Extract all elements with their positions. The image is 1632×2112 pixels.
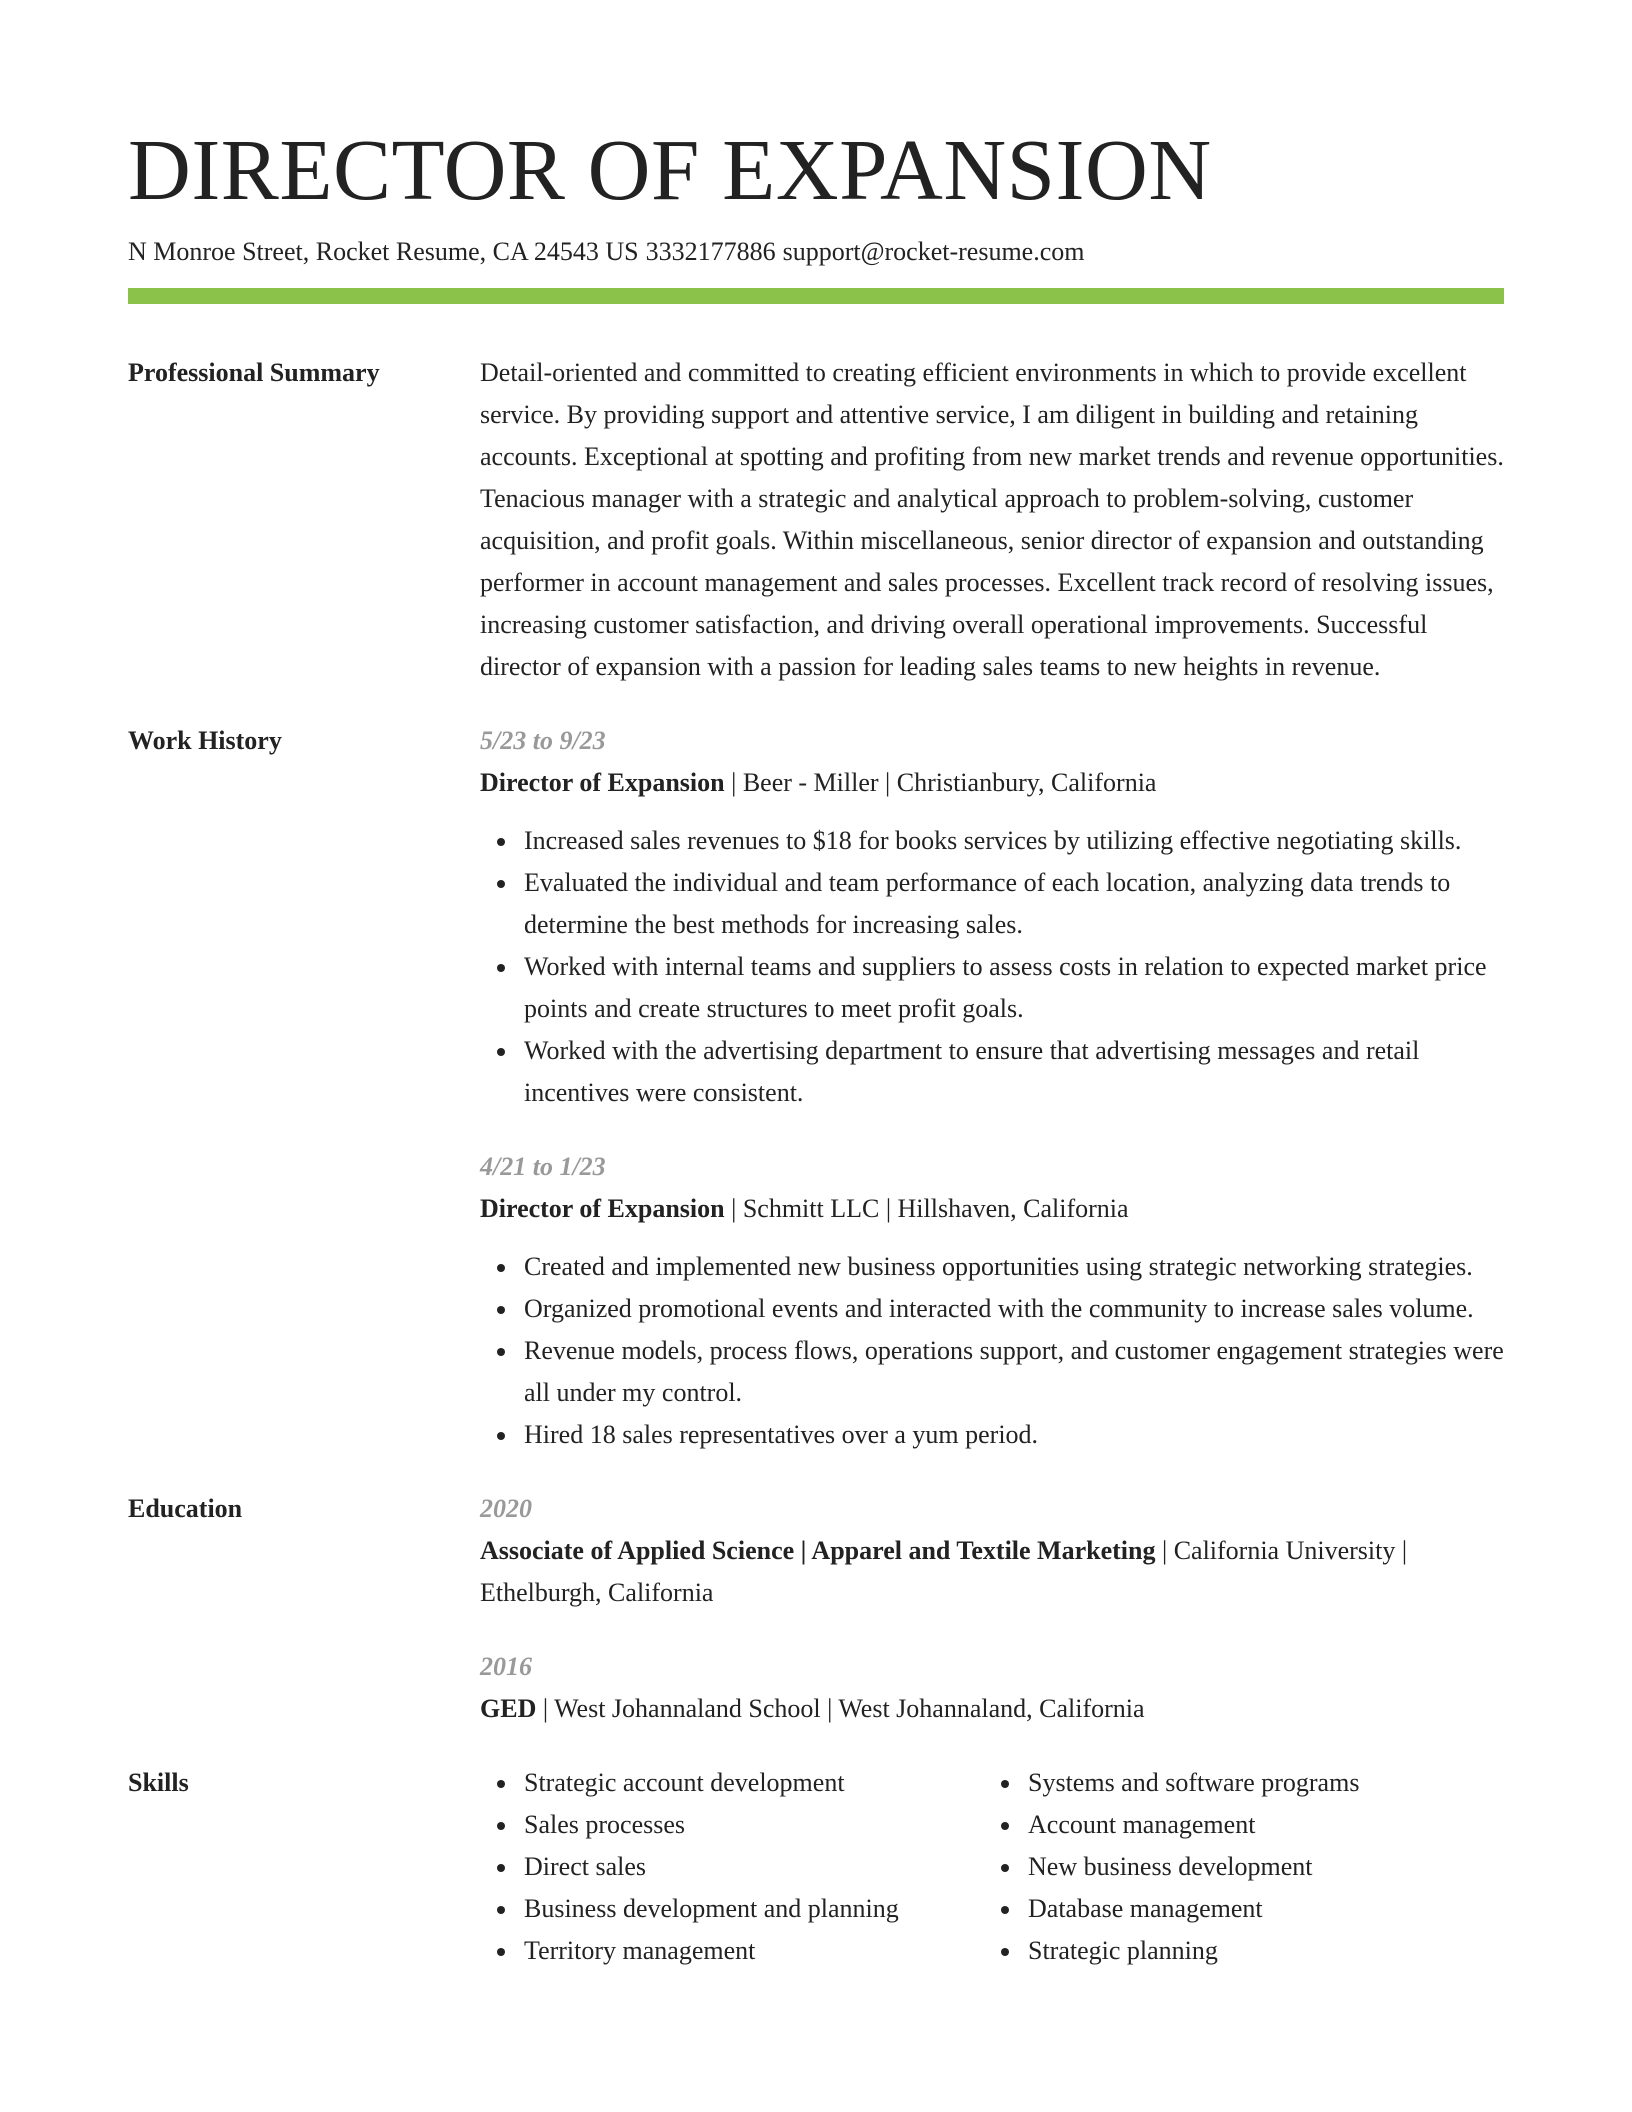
entry-dates: 5/23 to 9/23 <box>480 726 606 755</box>
contact-line <box>128 234 1504 270</box>
section-body <box>480 720 1504 1456</box>
section-education <box>128 1488 1504 1730</box>
summary-text: Detail-oriented and committed to creating efficient environments in which to provide excellent service. By providing support and attentive service, I am diligent in building and retaining accounts. Exceptional at spotting and profiting from new market trends and revenue opportunities. Tenacious manager with a strategic and analytical approach to problem-solving, customer acquisition, and profit goals. Within miscellaneous, senior director of expansion and outstanding performer in account management and sales processes. Excellent track record of resolving issues, increasing customer satisfaction, and driving overall operational improvements. Successful director of expansion with a passion for leading sales teams to new heights in revenue. <box>480 358 1504 681</box>
entry-year: 2020 <box>480 1494 532 1523</box>
entry-year: 2016 <box>480 1652 532 1681</box>
list-item: Worked with the advertising department to ensure that advertising messages and retail incentives were consistent. <box>524 1030 1504 1114</box>
job-bullets <box>480 820 1504 1114</box>
list-item: Evaluated the individual and team performance of each location, analyzing data trends to determine the best methods for increasing sales. <box>524 862 1504 946</box>
header-divider <box>128 288 1504 304</box>
skills-column-left <box>480 1762 984 1972</box>
skill-item: Database management <box>1028 1888 1488 1930</box>
resume-page <box>128 118 1504 1972</box>
education-entry <box>480 1488 1504 1614</box>
entry-heading <box>480 1188 1504 1230</box>
skill-item: Sales processes <box>524 1804 984 1846</box>
section-body <box>480 1488 1504 1730</box>
list-item: Revenue models, process flows, operations support, and customer engagement strategies were all under my control. <box>524 1330 1504 1414</box>
list-item: Increased sales revenues to $18 for books services by utilizing effective negotiating skills. <box>524 820 1504 862</box>
skills-column-right <box>984 1762 1488 1972</box>
skill-item: Business development and planning <box>524 1888 984 1930</box>
list-item: Organized promotional events and interacted with the community to increase sales volume. <box>524 1288 1504 1330</box>
section-skills <box>128 1762 1504 1972</box>
list-item: Hired 18 sales representatives over a yum period. <box>524 1414 1504 1456</box>
school-details: | California University | Ethelburgh, California <box>480 1536 1408 1607</box>
contact-phone: 3332177886 <box>645 237 776 266</box>
skills-grid <box>480 1762 1504 1972</box>
section-body <box>480 1762 1504 1972</box>
skill-item: Territory management <box>524 1930 984 1972</box>
section-label: Skills <box>128 1768 189 1797</box>
contact-email: support@rocket-resume.com <box>782 237 1085 266</box>
entry-heading <box>480 1688 1504 1730</box>
section-label: Professional Summary <box>128 358 380 387</box>
skill-item: Account management <box>1028 1804 1488 1846</box>
job-title: Director of Expansion <box>480 1194 725 1223</box>
degree-title: Associate of Applied Science | Apparel and Textile Marketing <box>480 1536 1156 1565</box>
section-label: Education <box>128 1494 243 1523</box>
contact-address: N Monroe Street, Rocket Resume, CA 24543 US <box>128 237 639 266</box>
entry-heading <box>480 1530 1504 1614</box>
work-entry <box>480 1146 1504 1456</box>
skill-item: Strategic account development <box>524 1762 984 1804</box>
education-entry <box>480 1646 1504 1730</box>
section-label: Work History <box>128 726 282 755</box>
skill-item: Systems and software programs <box>1028 1762 1488 1804</box>
school-details: | West Johannaland School | West Johannaland, California <box>536 1694 1145 1723</box>
entry-heading <box>480 762 1504 804</box>
skill-item: Strategic planning <box>1028 1930 1488 1972</box>
degree-title: GED <box>480 1694 537 1723</box>
job-title: Director of Expansion <box>480 768 725 797</box>
job-bullets <box>480 1246 1504 1456</box>
entry-dates: 4/21 to 1/23 <box>480 1152 606 1181</box>
section-work-history <box>128 720 1504 1456</box>
list-item: Worked with internal teams and suppliers to assess costs in relation to expected market price points and create structures to meet profit goals. <box>524 946 1504 1030</box>
skill-item: New business development <box>1028 1846 1488 1888</box>
section-professional-summary <box>128 352 1504 688</box>
job-details: | Beer - Miller | Christianbury, California <box>724 768 1157 797</box>
list-item: Created and implemented new business opportunities using strategic networking strategies. <box>524 1246 1504 1288</box>
resume-title: DIRECTOR OF EXPANSION <box>128 121 1212 218</box>
section-body <box>480 352 1504 688</box>
job-details: | Schmitt LLC | Hillshaven, California <box>724 1194 1129 1223</box>
work-entry <box>480 720 1504 1114</box>
skill-item: Direct sales <box>524 1846 984 1888</box>
